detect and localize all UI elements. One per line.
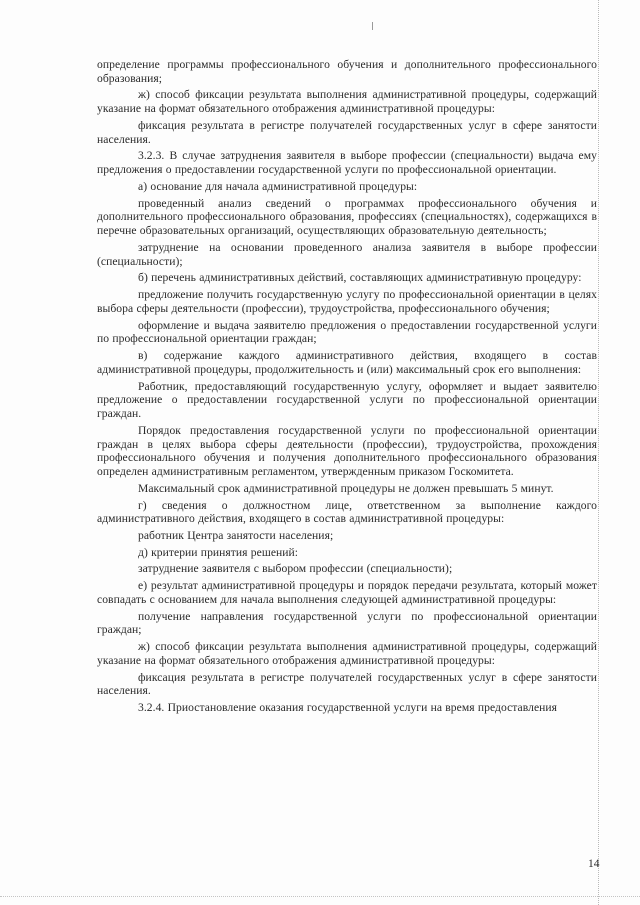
paragraph: д) критерии принятия решений:	[138, 545, 299, 559]
paragraph: б) перечень административных действий, составляющих административную процедуру:	[138, 271, 582, 285]
paragraph: ж) способ фиксации результата выполнения административной процедуры, содержащий указание на формат обязательного отображения административной процедуры:	[97, 88, 597, 116]
paragraph: г) сведения о должностном лице, ответственном за выполнение каждого административного действия, входящего в состав административной процедуры:	[97, 498, 597, 526]
paragraph: работник Центра занятости населения;	[138, 529, 334, 543]
paragraph: 3.2.3. В случае затруднения заявителя в выборе профессии (специальности) выдача ему предложения о предоставлении государственной услуги по профессиональной ориентации.	[97, 149, 597, 177]
document-body	[97, 58, 597, 718]
paragraph: Максимальный срок административной процедуры не должен превышать 5 минут.	[138, 481, 554, 495]
paragraph: Работник, предоставляющий государственную услугу, оформляет и выдает заявителю предложение о предоставлении государственной услуги по профессиональной ориентации граждан.	[97, 379, 597, 421]
paragraph: фиксация результата в регистре получателей государственных услуг в сфере занятости населения.	[97, 670, 597, 698]
paragraph: Порядок предоставления государственной услуги по профессиональной ориентации граждан в целях выбора сферы деятельности (профессии), трудоустройства, прохождения профессионального обучения и получения дополнительного профессионального образования определен административным регламентом, утвержденным приказом Госкомитета.	[97, 423, 597, 479]
paragraph: е) результат административной процедуры и порядок передачи результата, который может совпадать с основанием для начала выполнения следующей административной процедуры:	[97, 579, 597, 606]
page-bottom-line	[0, 896, 640, 897]
page-number: 14	[588, 858, 600, 870]
paragraph: затруднение на основании проведенного анализа заявителя в выборе профессии (специальности);	[97, 240, 597, 268]
paragraph: предложение получить государственную услугу по профессиональной ориентации в целях выбора сферы деятельности (профессии), трудоустройства, профессионального обучения;	[97, 288, 597, 315]
paragraph: затруднение заявителя с выбором профессии (специальности);	[138, 562, 453, 576]
paragraph: проведенный анализ сведений о программах профессионального обучения и дополнительного профессионального образования, профессиях (специальностях), содержащихся в перечне образовательных организаций, осуществляющих образовательную деятельность;	[97, 196, 597, 238]
paragraph: а) основание для начала административной процедуры:	[138, 179, 418, 193]
paragraph: в) содержание каждого административного действия, входящего в состав административной процедуры, продолжительность и (или) максимальный срок его выполнения:	[97, 349, 597, 376]
paragraph: получение направления государственной услуги по профессиональной ориентации граждан;	[97, 609, 597, 637]
paragraph: фиксация результата в регистре получателей государственных услуг в сфере занятости населения.	[97, 118, 597, 146]
paragraph: определение программы профессионального обучения и дополнительного профессионального образования;	[97, 58, 597, 85]
paragraph: ж) способ фиксации результата выполнения административной процедуры, содержащий указание на формат обязательного отображения административной процедуры:	[97, 640, 597, 667]
scan-mark	[372, 22, 373, 30]
page-margin-line	[598, 0, 599, 905]
paragraph: оформление и выдача заявителю предложения о предоставлении государственной услуги по профессиональной ориентации граждан;	[97, 318, 597, 346]
paragraph: 3.2.4. Приостановление оказания государственной услуги на время предоставления	[138, 701, 558, 715]
